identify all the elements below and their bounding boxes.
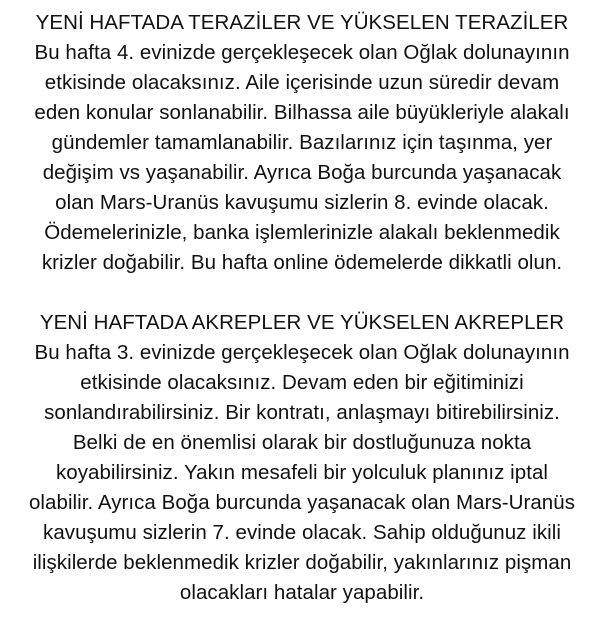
paragraph-line: olabilir. Ayrıca Boğa burcunda yaşanacak olan Mars-Uranüs — [28, 491, 576, 514]
paragraph-line: Belki de en önemlisi olarak bir dostluğunuza nokta — [72, 431, 532, 454]
paragraph-line: koyabilirsiniz. Yakın mesafeli bir yolculuk planınız iptal — [55, 461, 549, 484]
paragraph-line: Bu hafta 4. evinizde gerçekleşecek olan Oğlak dolunayının — [34, 41, 570, 64]
paragraph-line: krizler doğabilir. Bu hafta online ödemelerde dikkatli olun. — [41, 251, 563, 274]
section-heading: YENİ HAFTADA TERAZİLER VE YÜKSELEN TERAZİLER — [35, 11, 569, 34]
paragraph-line: sonlandırabilirsiniz. Bir kontratı, anlaşmayı bitirebilirsiniz. — [44, 401, 560, 424]
section-scorpio — [0, 308, 604, 608]
paragraph-line: eden konular sonlanabilir. Bilhassa aile büyükleriyle alakalı — [34, 101, 570, 124]
paragraph-line: değişim vs yaşanabilir. Ayrıca Boğa burcunda yaşanacak — [42, 161, 562, 184]
paragraph-line: gündemler tamamlanabilir. Bazılarınız için taşınma, yer — [51, 131, 553, 154]
paragraph-line: etkisinde olacaksınız. Devam eden bir eğitiminizi — [80, 371, 524, 394]
paragraph-line: Ödemelerinizle, banka işlemlerinizle alakalı beklenmedik — [44, 221, 560, 244]
paragraph-line: olan Mars-Uranüs kavuşumu sizlerin 8. evinde olacak. — [55, 191, 549, 214]
paragraph-line: etkisinde olacaksınız. Aile içerisinde uzun süredir devam — [44, 71, 560, 94]
section-heading: YENİ HAFTADA AKREPLER VE YÜKSELEN AKREPLER — [39, 311, 565, 334]
paragraph-line: ilişkilerde beklenmedik krizler doğabilir, yakınlarınız pişman — [32, 551, 572, 574]
section-libra — [0, 8, 604, 278]
paragraph-line: kavuşumu sizlerin 7. evinde olacak. Sahip olduğunuz ikili — [43, 521, 561, 544]
paragraph-line: Bu hafta 3. evinizde gerçekleşecek olan Oğlak dolunayının — [34, 341, 570, 364]
paragraph-line: olacakları hatalar yapabilir. — [179, 581, 425, 604]
